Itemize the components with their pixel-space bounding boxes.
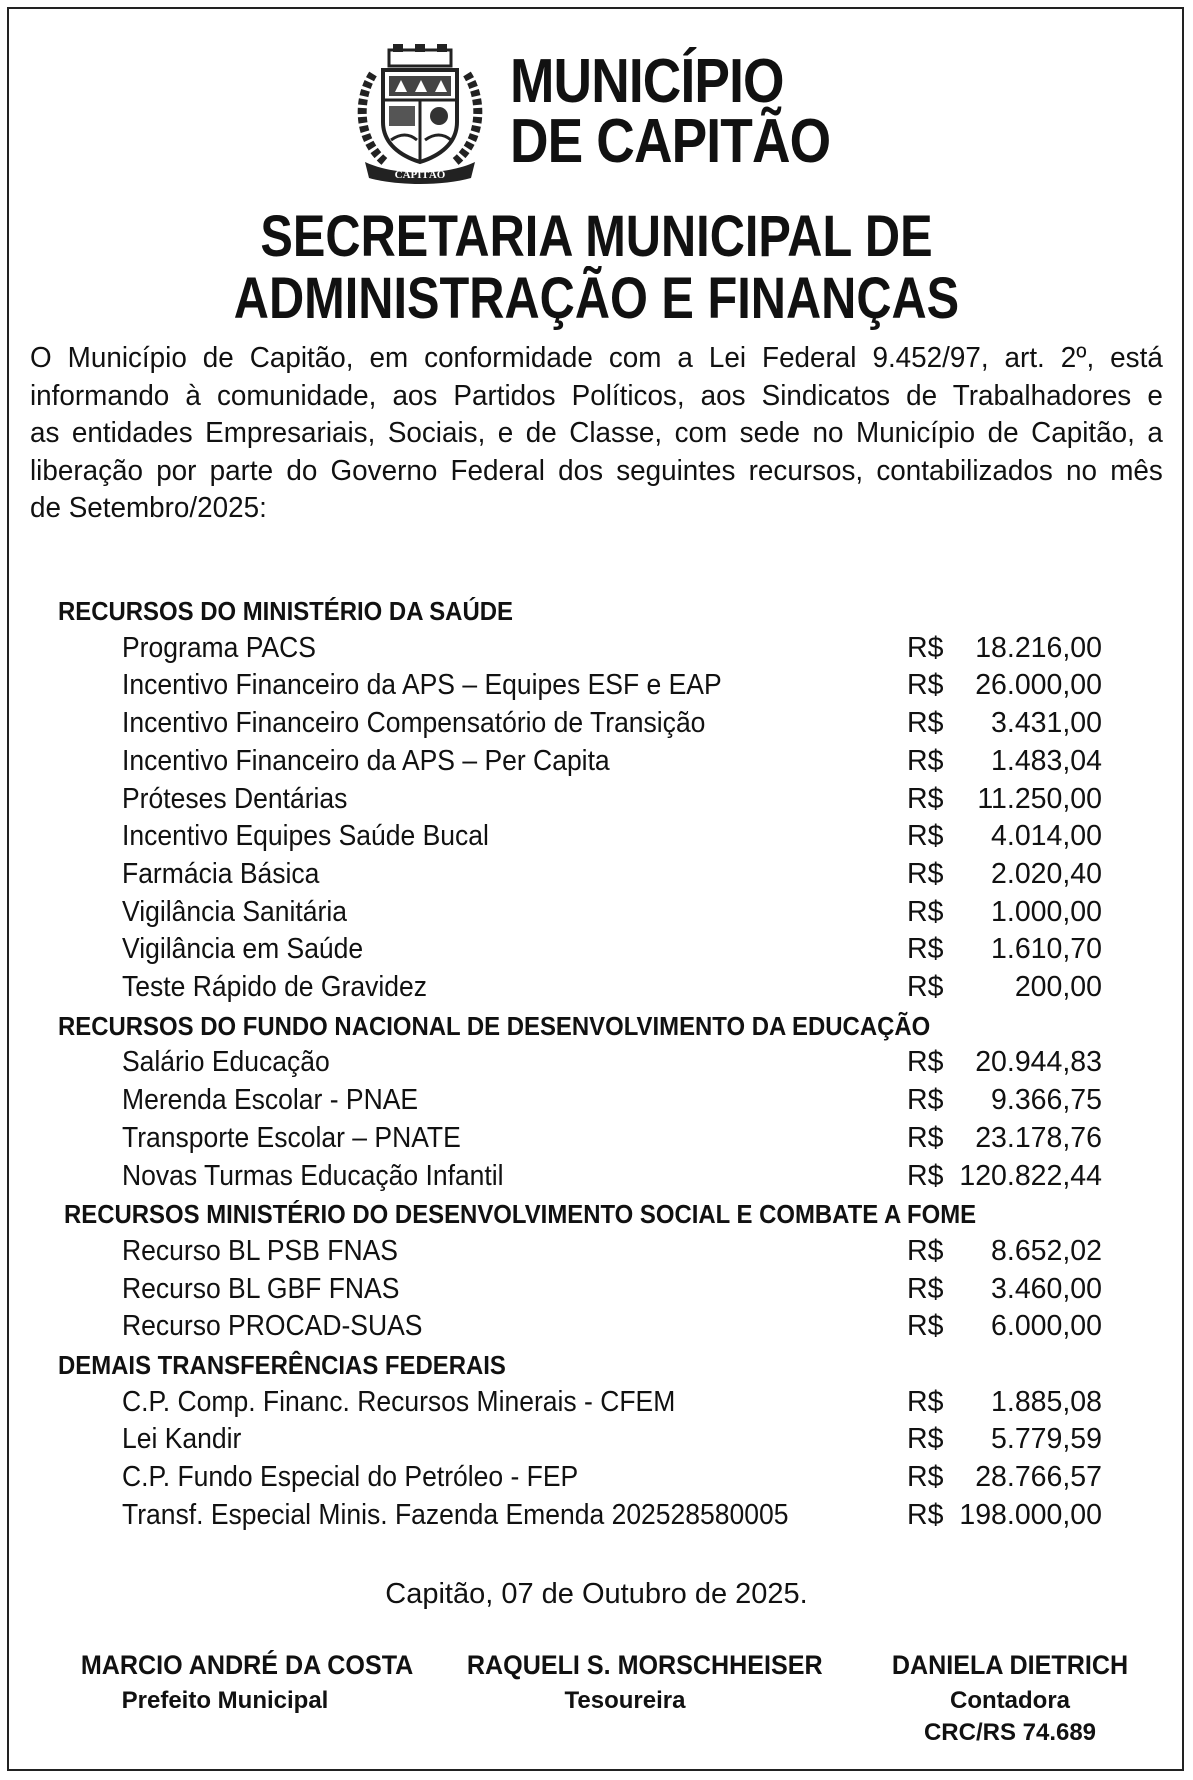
intro-line: as entidades Empresariais, Sociais, e de Classe, com sede no Município de Capitão, a xyxy=(30,417,1163,449)
resource-value: 2.020,40 xyxy=(991,857,1102,890)
resource-label: Vigilância em Saúde xyxy=(122,933,364,966)
resource-value: 8.652,02 xyxy=(991,1234,1102,1267)
currency-symbol: R$ xyxy=(907,1159,944,1192)
currency-symbol: R$ xyxy=(907,1498,944,1531)
currency-symbol: R$ xyxy=(907,1084,944,1117)
secretariat-title-line1: SECRETARIA MUNICIPAL DE xyxy=(260,204,933,269)
intro-line: informando à comunidade, aos Partidos Políticos, aos Sindicatos de Trabalhadores e xyxy=(30,379,1163,412)
resource-row xyxy=(122,745,1102,783)
signature-role: Contadora xyxy=(950,1687,1070,1714)
signature-name: MARCIO ANDRÉ DA COSTA xyxy=(80,1650,414,1680)
resource-value: 3.431,00 xyxy=(991,707,1102,740)
resource-value: 18.216,00 xyxy=(975,631,1102,664)
signature-accountant xyxy=(870,1650,1150,1747)
resource-value: 6.000,00 xyxy=(991,1310,1102,1343)
resource-label: Merenda Escolar - PNAE xyxy=(122,1084,419,1117)
resource-label: Incentivo Financeiro Compensatório de Transição xyxy=(122,707,706,740)
resource-row xyxy=(122,1046,1102,1084)
currency-symbol: R$ xyxy=(907,1121,944,1154)
resource-row xyxy=(122,632,1102,670)
resource-label: Lei Kandir xyxy=(122,1423,242,1456)
currency-symbol: R$ xyxy=(907,707,944,740)
resource-value: 3.460,00 xyxy=(991,1272,1102,1305)
resource-value: 200,00 xyxy=(1014,971,1102,1003)
secretariat-title xyxy=(0,206,1193,330)
signature-role: Prefeito Municipal xyxy=(121,1687,329,1714)
resource-row xyxy=(122,1122,1102,1160)
resource-row xyxy=(122,858,1102,896)
section-heading: RECURSOS MINISTÉRIO DO DESENVOLVIMENTO SOCIAL E COMBATE A FOME xyxy=(64,1199,977,1230)
resource-row xyxy=(122,1386,1102,1424)
resource-label: Incentivo Financeiro da APS – Per Capita xyxy=(122,744,610,777)
resource-label: C.P. Fundo Especial do Petróleo - FEP xyxy=(122,1461,579,1494)
resource-row xyxy=(122,1084,1102,1122)
resource-value: 1.610,70 xyxy=(991,933,1102,966)
intro-line: liberação por parte do Governo Federal dos seguintes recursos, contabilizados no mês xyxy=(30,454,1163,487)
resource-value: 9.366,75 xyxy=(991,1084,1102,1117)
currency-symbol: R$ xyxy=(907,744,944,777)
resource-value: 4.014,00 xyxy=(991,820,1102,853)
resource-value: 5.779,59 xyxy=(991,1423,1102,1456)
resource-row xyxy=(122,1499,1102,1537)
resource-row xyxy=(122,1235,1102,1273)
resource-label: Teste Rápido de Gravidez xyxy=(122,971,427,1003)
municipal-crest-icon xyxy=(355,44,485,184)
resource-row xyxy=(122,933,1102,971)
municipality-title-line2: DE CAPITÃO xyxy=(510,107,831,176)
resource-label: Incentivo Equipes Saúde Bucal xyxy=(122,820,489,853)
currency-symbol: R$ xyxy=(907,1461,944,1494)
resource-value: 1.885,08 xyxy=(991,1385,1102,1418)
currency-symbol: R$ xyxy=(907,971,944,1003)
currency-symbol: R$ xyxy=(907,933,944,966)
resource-row xyxy=(122,1160,1102,1198)
resource-label: C.P. Comp. Financ. Recursos Minerais - CFEM xyxy=(122,1385,676,1418)
resource-row xyxy=(122,896,1102,934)
resource-label: Transf. Especial Minis. Fazenda Emenda 202528580005 xyxy=(122,1498,789,1531)
resource-label: Programa PACS xyxy=(122,631,316,664)
resource-label: Recurso PROCAD-SUAS xyxy=(122,1310,423,1343)
resource-value: 28.766,57 xyxy=(975,1461,1102,1494)
resource-row xyxy=(122,1273,1102,1311)
resource-value: 20.944,83 xyxy=(975,1046,1102,1079)
resource-row xyxy=(122,820,1102,858)
currency-symbol: R$ xyxy=(907,895,944,928)
resource-value: 23.178,76 xyxy=(975,1121,1102,1154)
resource-label: Incentivo Financeiro da APS – Equipes ESF e EAP xyxy=(122,669,722,702)
resource-row xyxy=(122,707,1102,745)
resource-row xyxy=(122,1423,1102,1461)
signature-treasurer xyxy=(455,1650,823,1715)
resource-row xyxy=(122,1310,1102,1348)
currency-symbol: R$ xyxy=(907,820,944,853)
currency-symbol: R$ xyxy=(907,1423,944,1456)
municipality-title xyxy=(510,47,831,176)
signature-name: RAQUELI S. MORSCHHEISER xyxy=(466,1650,823,1680)
municipality-title-line1: MUNICÍPIO xyxy=(510,47,784,116)
resource-label: Recurso BL GBF FNAS xyxy=(122,1272,400,1305)
currency-symbol: R$ xyxy=(907,1272,944,1305)
resource-value: 1.000,00 xyxy=(991,895,1102,928)
currency-symbol: R$ xyxy=(907,857,944,890)
intro-paragraph xyxy=(30,340,1163,528)
signature-mayor xyxy=(70,1650,414,1715)
resource-value: 198.000,00 xyxy=(959,1498,1102,1531)
section-heading: RECURSOS DO MINISTÉRIO DA SAÚDE xyxy=(58,596,513,626)
resource-label: Salário Educação xyxy=(122,1046,330,1079)
section-heading: RECURSOS DO FUNDO NACIONAL DE DESENVOLVIMENTO DA EDUCAÇÃO xyxy=(58,1010,931,1041)
resource-row xyxy=(122,971,1102,1009)
secretariat-title-line2: ADMINISTRAÇÃO E FINANÇAS xyxy=(233,266,960,331)
signature-registration: CRC/RS 74.689 xyxy=(923,1719,1097,1746)
currency-symbol: R$ xyxy=(907,1234,944,1267)
date-line: Capitão, 07 de Outubro de 2025. xyxy=(385,1578,808,1610)
resource-value: 26.000,00 xyxy=(975,669,1102,702)
section-heading: DEMAIS TRANSFERÊNCIAS FEDERAIS xyxy=(58,1350,506,1380)
currency-symbol: R$ xyxy=(907,1046,944,1079)
resource-row xyxy=(122,1461,1102,1499)
crest-ribbon-text: CAPITÃO xyxy=(394,169,446,181)
resource-label: Novas Turmas Educação Infantil xyxy=(122,1159,504,1192)
resource-label: Vigilância Sanitária xyxy=(122,895,347,928)
resource-row xyxy=(122,783,1102,821)
resource-value: 11.250,00 xyxy=(977,782,1102,815)
resource-value: 120.822,44 xyxy=(959,1159,1102,1192)
currency-symbol: R$ xyxy=(907,782,944,815)
signature-name: DANIELA DIETRICH xyxy=(891,1650,1129,1680)
resource-label: Farmácia Básica xyxy=(122,857,320,890)
currency-symbol: R$ xyxy=(907,669,944,702)
resource-label: Recurso BL PSB FNAS xyxy=(122,1234,398,1267)
currency-symbol: R$ xyxy=(907,1310,944,1343)
resource-row xyxy=(122,669,1102,707)
resource-value: 1.483,04 xyxy=(991,744,1102,777)
intro-line: O Município de Capitão, em conformidade com a Lei Federal 9.452/97, art. 2º, está xyxy=(30,342,1163,374)
currency-symbol: R$ xyxy=(907,631,944,664)
resource-label: Próteses Dentárias xyxy=(122,782,348,815)
signature-role: Tesoureira xyxy=(564,1687,686,1714)
resource-label: Transporte Escolar – PNATE xyxy=(122,1121,461,1154)
intro-line: de Setembro/2025: xyxy=(30,492,267,524)
currency-symbol: R$ xyxy=(907,1385,944,1418)
